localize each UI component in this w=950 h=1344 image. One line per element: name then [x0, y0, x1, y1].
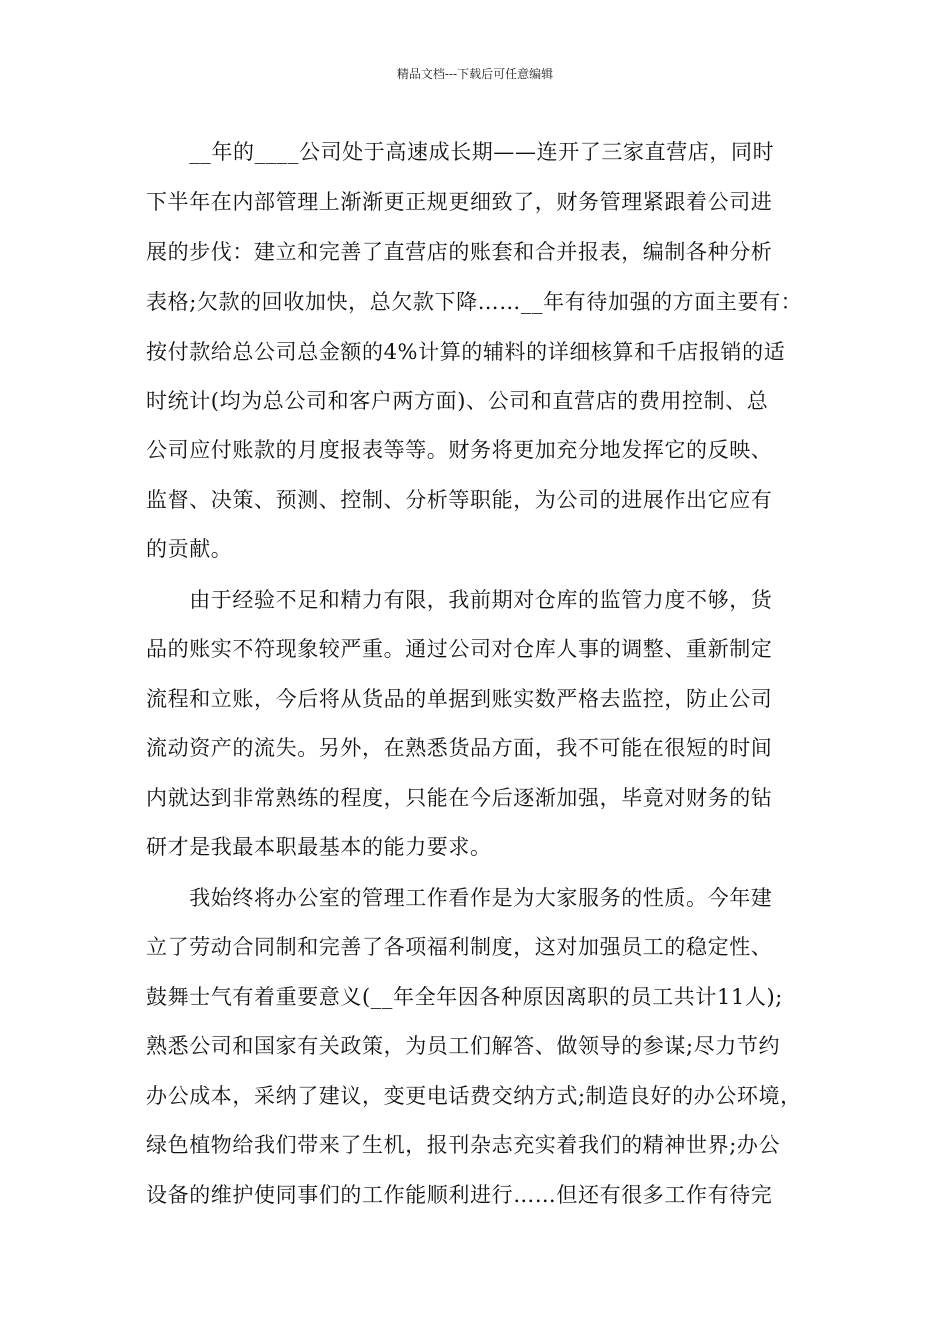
paragraph-3-line-4: 熟悉公司和国家有关政策，为员工们解答、做领导的参谋;尽力节约	[146, 1034, 781, 1058]
page-header: 精品文档---下载后可任意编辑	[396, 67, 554, 81]
paragraph-2-line-6: 研才是我最本职最基本的能力要求。	[146, 835, 492, 859]
paragraph-3-line-1: 我始终将办公室的管理工作看作是为大家服务的性质。今年建	[146, 886, 773, 910]
paragraph-3-line-6: 绿色植物给我们带来了生机，报刊杂志充实着我们的精神世界;办公	[146, 1133, 781, 1157]
paragraph-2-line-2: 品的账实不符现象较严重。通过公司对仓库人事的调整、重新制定	[146, 637, 773, 661]
paragraph-1-line-6: 时统计(均为总公司和客户两方面)、公司和直营店的费用控制、总	[146, 389, 769, 413]
paragraph-3-line-2: 立了劳动合同制和完善了各项福利制度，这对加强员工的稳定性、	[146, 935, 773, 959]
paragraph-1-line-8: 监督、决策、预测、控制、分析等职能，为公司的进展作出它应有	[146, 488, 773, 512]
paragraph-2-line-5: 内就达到非常熟练的程度，只能在今后逐渐加强，毕竟对财务的钻	[146, 786, 773, 810]
paragraph-2-line-4: 流动资产的流失。另外，在熟悉货品方面，我不可能在很短的时间	[146, 736, 773, 760]
paragraph-1-line-3: 展的步伐：建立和完善了直营店的账套和合并报表，编制各种分析	[146, 240, 773, 264]
paragraph-1-line-5: 按付款给总公司总金额的4%计算的辅料的详细核算和千店报销的适	[146, 340, 786, 364]
paragraph-1-line-2: 下半年在内部管理上渐渐更正规更细致了，财务管理紧跟着公司进	[146, 190, 773, 214]
paragraph-3-line-7: 设备的维护使同事们的工作能顺利进行……但还有很多工作有待完	[146, 1183, 773, 1207]
paragraph-1-line-7: 公司应付账款的月度报表等等。财务将更加充分地发挥它的反映、	[146, 438, 773, 462]
paragraph-3-line-3: 鼓舞士气有着重要意义(__年全年因各种原因离职的员工共计11人);	[146, 985, 783, 1009]
paragraph-3-line-5: 办公成本，采纳了建议，变更电话费交纳方式;制造良好的办公环境，	[146, 1084, 802, 1108]
paragraph-1-line-4: 表格;欠款的回收加快，总欠款下降……__年有待加强的方面主要有：	[146, 290, 803, 314]
paragraph-1-line-1: __年的____公司处于高速成长期——连开了三家直营店，同时	[146, 140, 775, 164]
paragraph-1-line-9: 的贡献。	[146, 537, 233, 561]
paragraph-2-line-3: 流程和立账，今后将从货品的单据到账实数严格去监控，防止公司	[146, 687, 773, 711]
paragraph-2-line-1: 由于经验不足和精力有限，我前期对仓库的监管力度不够，货	[146, 588, 773, 612]
